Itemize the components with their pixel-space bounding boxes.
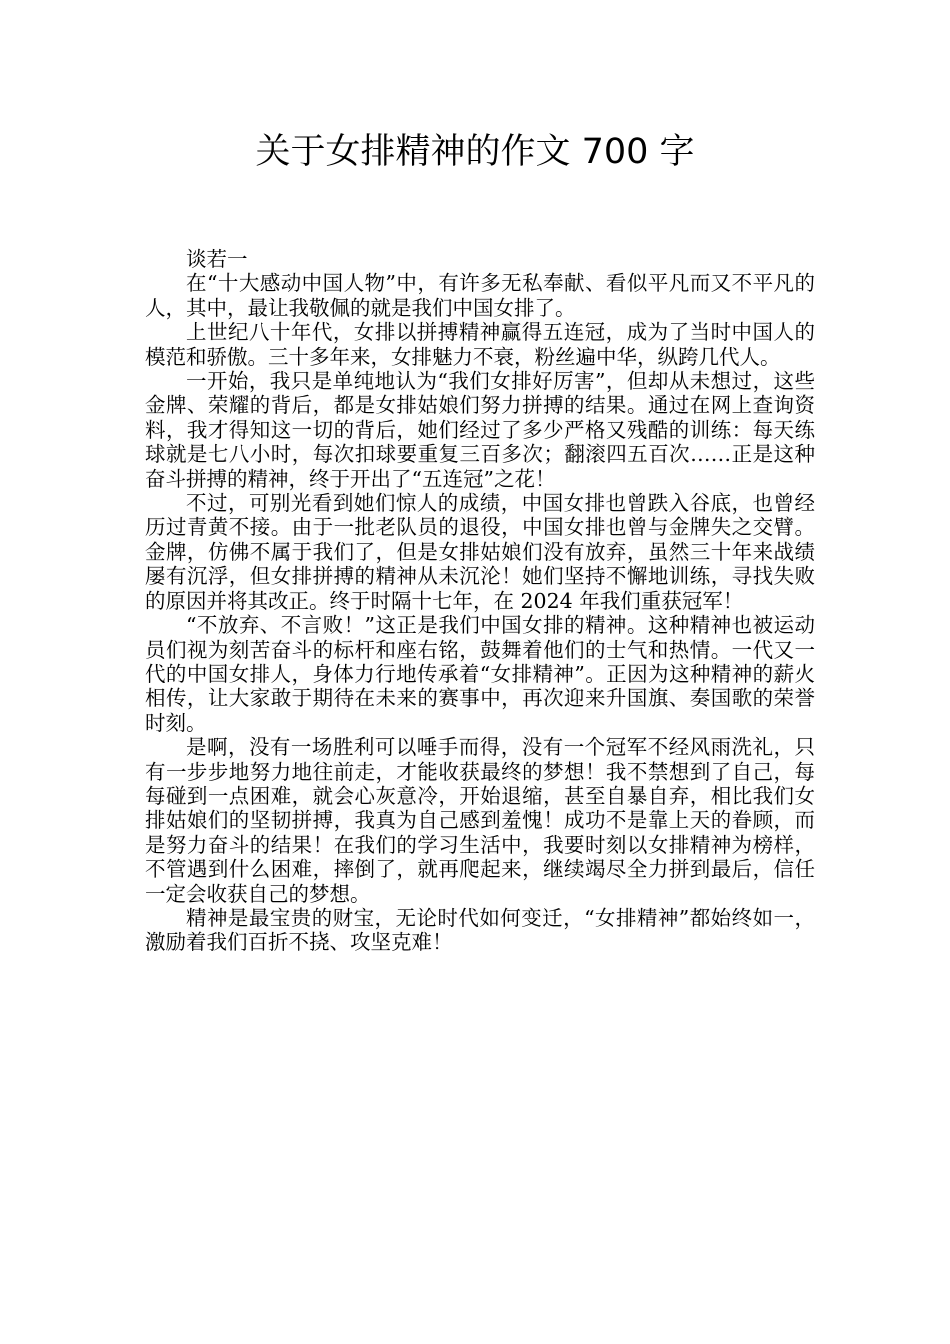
paragraph-6: 是啊，没有一场胜利可以唾手而得，没有一个冠军不经风雨洗礼，只有一步步地努力地往前走，才能收获最终的梦想！我不禁想到了自己，每每碰到一点困难，就会心灰意冷，开始退缩，甚至自暴自弃，相比我们女排姑娘们的坚韧拼搏，我真为自己感到羞愧！成功不是靠上天的眷顾，而是努力奋斗的结果！在我们的学习生活中，我要时刻以女排精神为榜样，不管遇到什么困难，摔倒了，就再爬起来，继续竭尽全力拼到最后，信任一定会收获自己的梦想。 <box>145 735 815 906</box>
paragraph-5: “不放弃、不言败！”这正是我们中国女排的精神。这种精神也被运动员们视为刻苦奋斗的标杆和座右铭，鼓舞着他们的士气和热情。一代又一代的中国女排人，身体力行地传承着“女排精神”。正因为这种精神的薪火相传，让大家敢于期待在未来的赛事中，再次迎来升国旗、奏国歌的荣誉时刻。 <box>145 613 815 735</box>
paragraph-4: 不过，可别光看到她们惊人的成绩，中国女排也曾跌入谷底，也曾经历过青黄不接。由于一批老队员的退役，中国女排也曾与金牌失之交臂。金牌，仿佛不属于我们了，但是女排姑娘们没有放弃，虽然三十年来战绩屡有沉浮，但女排拼搏的精神从未沉沦！她们坚持不懈地训练，寻找失败的原因并将其改正。终于时隔十七年，在 2024 年我们重获冠军！ <box>145 491 815 613</box>
document-body <box>145 247 815 955</box>
paragraph-7: 精神是最宝贵的财宝，无论时代如何变迁，“女排精神”都始终如一，激励着我们百折不挠、攻坚克难！ <box>145 905 815 955</box>
author-line: 谈若一 <box>186 247 248 271</box>
document-title: 关于女排精神的作文 700 字 <box>255 132 695 172</box>
paragraph-3: 一开始，我只是单纯地认为“我们女排好厉害”，但却从未想过，这些金牌、荣耀的背后，都是女排姑娘们努力拼搏的结果。通过在网上查询资料，我才得知这一切的背后，她们经过了多少严格又残酷的训练：每天练球就是七八小时，每次扣球要重复三百多次；翻滚四五百次……正是这种奋斗拼搏的精神，终于开出了“五连冠”之花！ <box>145 369 815 491</box>
paragraph-1: 在“十大感动中国人物”中，有许多无私奉献、看似平凡而又不平凡的人，其中，最让我敬佩的就是我们中国女排了。 <box>145 271 815 320</box>
paragraph-2: 上世纪八十年代，女排以拼搏精神赢得五连冠，成为了当时中国人的模范和骄傲。三十多年来，女排魅力不衰，粉丝遍中华，纵跨几代人。 <box>145 320 815 369</box>
